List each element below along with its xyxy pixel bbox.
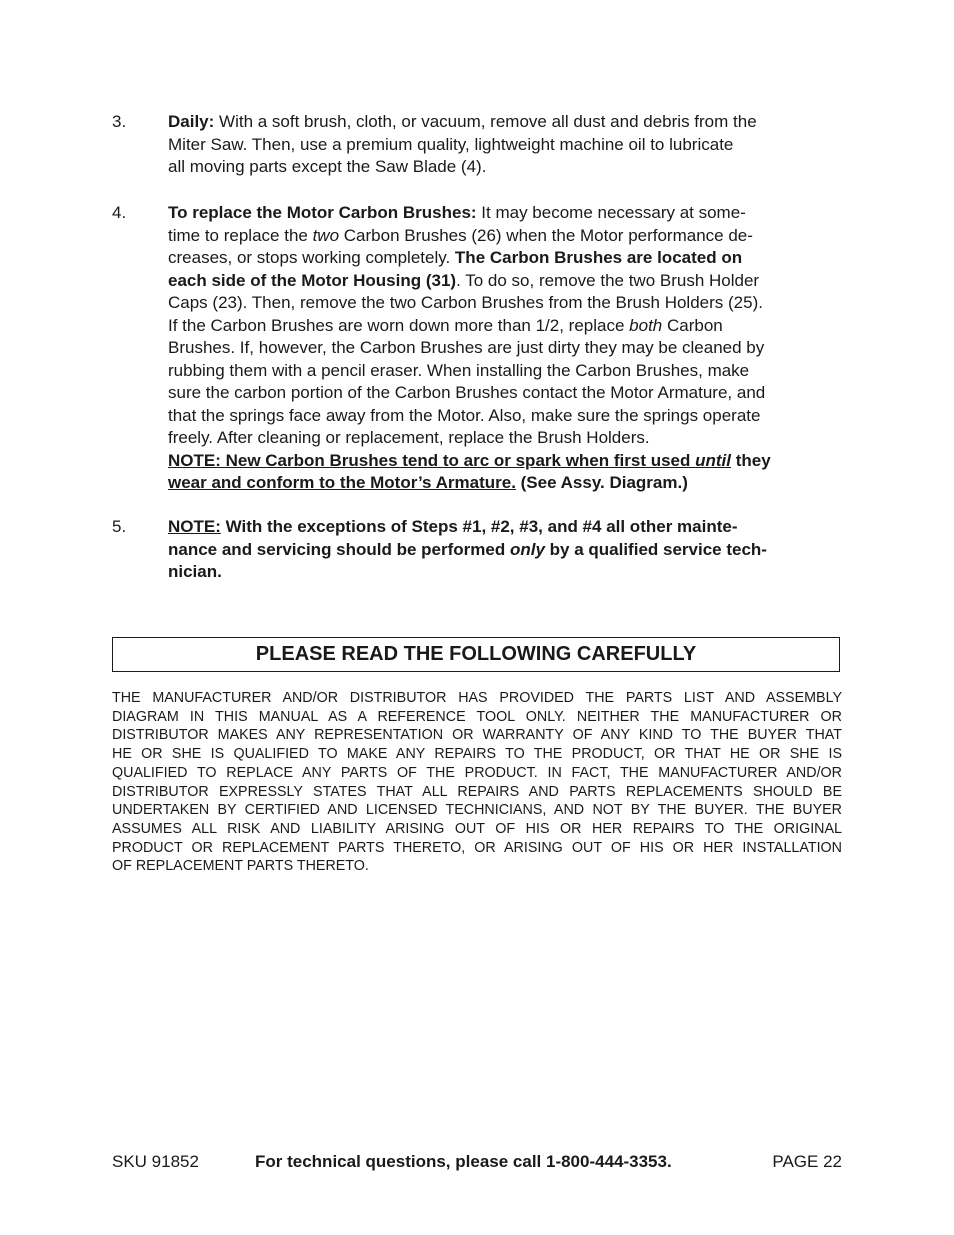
text-line: If the Carbon Brushes are worn down more than 1/2, replace both Carbon [168,315,723,335]
step-number: 5. [112,517,127,536]
text-line: To replace the Motor Carbon Brushes: It may become necessary at some- [168,203,746,222]
text-line: Daily: With a soft brush, cloth, or vacuum, remove all dust and debris from the [168,112,757,131]
text-line: all moving parts except the Saw Blade (4). [168,157,487,176]
text-line: each side of the Motor Housing (31). To do so, remove the two Brush Holder [168,270,760,290]
text-line: sure the carbon portion of the Carbon Brushes contact the Motor Armature, and [168,383,766,402]
step-text [168,202,844,495]
note-line: nician. [168,562,222,581]
text-line: rubbing them with a pencil eraser. When installing the Carbon Brushes, make [168,360,750,380]
text-line: time to replace the two Carbon Brushes (26) when the Motor performance de- [168,225,753,245]
disclaimer-line: HE OR SHE IS QUALIFIED TO MAKE ANY REPAIRS TO THE PRODUCT, OR THAT HE OR SHE IS [112,746,842,763]
note-line: NOTE: With the exceptions of Steps #1, #2, #3, and #4 all other mainte- [168,517,738,536]
notice-heading-box: PLEASE READ THE FOLLOWING CAREFULLY [112,637,840,672]
footer-support-phone: For technical questions, please call 1-800-444-3353. [255,1152,672,1171]
step-4 [112,202,842,497]
footer-sku: SKU 91852 [112,1152,199,1171]
note-line: nance and servicing should be performed only by a qualified service tech- [168,539,767,559]
disclaimer-line: DISTRIBUTOR EXPRESSLY STATES THAT ALL REPAIRS AND PARTS REPLACEMENTS SHOULD BE [112,783,842,800]
disclaimer-text [112,689,842,876]
disclaimer-line: DISTRIBUTOR MAKES ANY REPRESENTATION OR WARRANTY OF ANY KIND TO THE BUYER THAT [112,727,842,744]
text-line: Caps (23). Then, remove the two Carbon Brushes from the Brush Holders (25). [168,293,763,312]
footer-page-number: PAGE 22 [772,1152,842,1171]
disclaimer-line: UNDERTAKEN BY CERTIFIED AND LICENSED TECHNICIANS, AND NOT BY THE BUYER. THE BUYER [112,802,842,819]
text-line: Brushes. If, however, the Carbon Brushes are just dirty they may be cleaned by [168,338,765,357]
text-line: freely. After cleaning or replacement, replace the Brush Holders. [168,428,650,447]
step-number: 3. [112,112,127,131]
step-heading: Daily: [168,112,215,131]
step-number: 4. [112,203,127,222]
disclaimer-line: PRODUCT OR REPLACEMENT PARTS THERETO, OR ARISING OUT OF HIS OR HER INSTALLATION [112,839,842,856]
text-line: that the springs face away from the Motor. Also, make sure the springs operate [168,405,761,425]
disclaimer-line: OF REPLACEMENT PARTS THERETO. [112,858,369,875]
step-text [168,516,844,584]
disclaimer-line: THE MANUFACTURER AND/OR DISTRIBUTOR HAS PROVIDED THE PARTS LIST AND ASSEMBLY [112,690,842,706]
step-text [168,111,844,179]
step-5 [112,516,842,586]
text-line: Miter Saw. Then, use a premium quality, lightweight machine oil to lubricate [168,134,734,154]
step-heading: To replace the Motor Carbon Brushes: [168,203,477,222]
step-3 [112,111,842,181]
disclaimer-line: ASSUMES ALL RISK AND LIABILITY ARISING OUT OF HIS OR HER REPAIRS TO THE ORIGINAL [112,820,842,837]
text-line: creases, or stops working completely. The Carbon Brushes are located on [168,248,743,267]
note-line: NOTE: New Carbon Brushes tend to arc or spark when first used until they [168,450,771,470]
note-line: wear and conform to the Motor’s Armature. (See Assy. Diagram.) [168,473,688,492]
disclaimer-line: QUALIFIED TO REPLACE ANY PARTS OF THE PRODUCT. IN FACT, THE MANUFACTURER AND/OR [112,764,842,781]
disclaimer-line: DIAGRAM IN THIS MANUAL AS A REFERENCE TOOL ONLY. NEITHER THE MANUFACTURER OR [112,708,842,725]
